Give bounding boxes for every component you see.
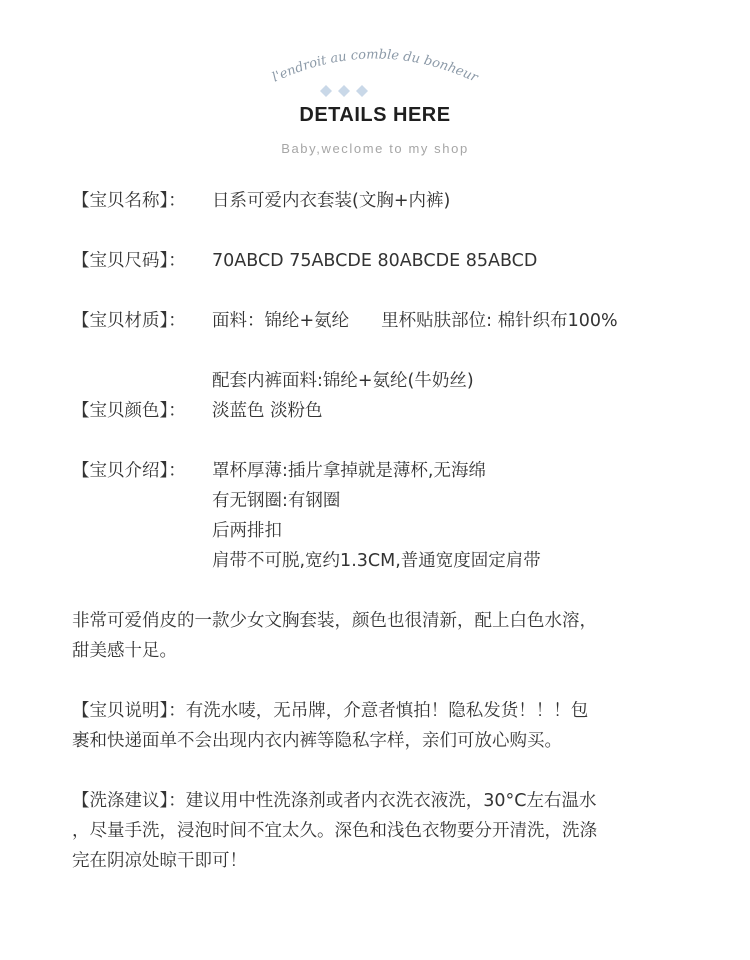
header <box>0 0 750 170</box>
description-paragraph <box>72 606 676 666</box>
detail-row-name <box>72 186 450 216</box>
detail-row-size <box>72 246 537 276</box>
washing-line: 【洗涤建议】：建议用中性洗涤剂或者内衣洗衣液洗，30°C左右温水 <box>72 791 597 811</box>
name-label: 【宝贝名称】： <box>72 191 186 211</box>
material-value-briefs: 配套内裤面料:锦纶+氨纶(牛奶丝) <box>212 371 474 391</box>
washing-line: 完在阴凉处晾干即可！ <box>72 851 247 871</box>
color-value: 淡蓝色 淡粉色 <box>212 401 323 421</box>
material-label: 【宝贝材质】： <box>72 311 186 331</box>
notice-line: 裹和快递面单不会出现内衣内裤等隐私字样，亲们可放心购买。 <box>72 731 562 751</box>
diamond-ornament-icon <box>318 84 378 98</box>
intro-line: 后两排扣 <box>212 521 282 541</box>
detail-row-color <box>72 396 323 426</box>
tagline-arc <box>225 30 525 110</box>
detail-row-intro <box>72 456 486 486</box>
notice-line: 【宝贝说明】：有洗水唛，无吊牌，介意者慎拍！隐私发货！！！包 <box>72 701 589 721</box>
washing-paragraph <box>72 786 676 876</box>
size-value: 70ABCD 75ABCDE 80ABCDE 85ABCD <box>212 251 538 271</box>
washing-line: ，尽量手洗，浸泡时间不宜太久。深色和浅色衣物要分开清洗，洗涤 <box>72 821 597 841</box>
intro-label: 【宝贝介绍】： <box>72 461 186 481</box>
size-label: 【宝贝尺码】： <box>72 251 186 271</box>
description-line: 甜美感十足。 <box>72 641 177 661</box>
intro-line: 罩杯厚薄:插片拿掉就是薄杯,无海绵 <box>212 461 486 481</box>
description-line: 非常可爱俏皮的一款少女文胸套装，颜色也很清新，配上白色水溶， <box>72 611 597 631</box>
color-label: 【宝贝颜色】： <box>72 401 186 421</box>
material-value-fabric: 面料：锦纶+氨纶 <box>212 311 350 331</box>
material-value-lining: 里杯贴肤部位: 棉针织布100% <box>381 311 618 331</box>
page-subtitle: Baby,weclome to my shop <box>281 141 469 156</box>
detail-row-material <box>72 306 618 336</box>
intro-line: 肩带不可脱,宽约1.3CM,普通宽度固定肩带 <box>212 551 541 571</box>
intro-line: 有无钢圈:有钢圈 <box>212 491 341 511</box>
page-title: DETAILS HERE <box>299 104 451 126</box>
name-value: 日系可爱内衣套装(文胸+内裤) <box>212 191 451 211</box>
tagline: l'endroit au comble du bonheur <box>270 47 480 86</box>
notice-paragraph <box>72 696 676 756</box>
